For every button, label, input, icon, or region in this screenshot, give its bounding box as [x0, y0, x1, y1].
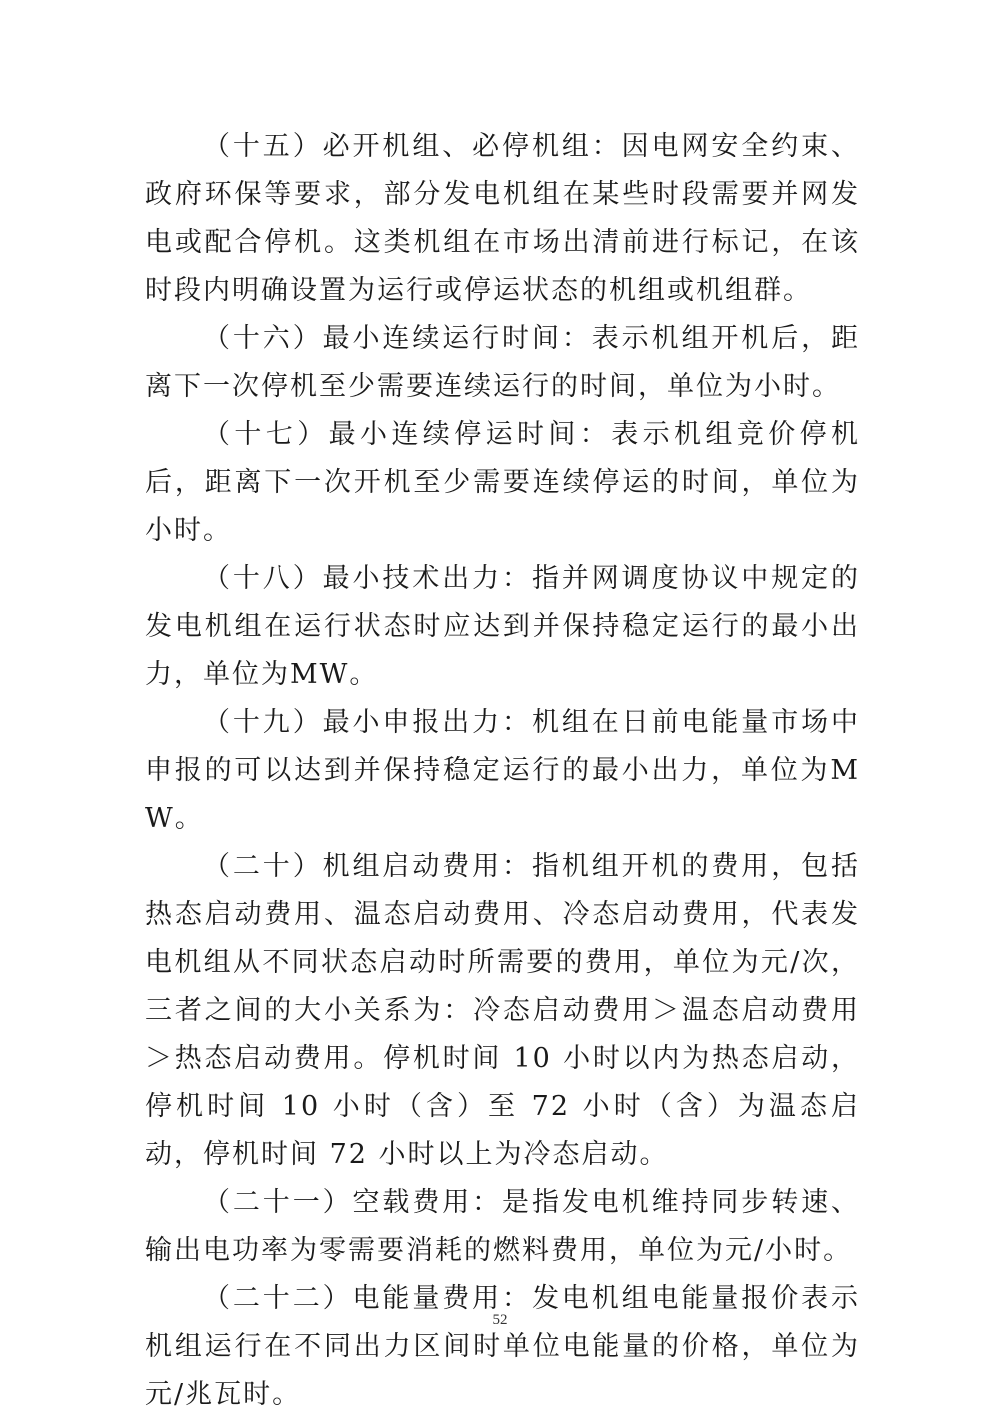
paragraph-item-20: （二十）机组启动费用：指机组开机的费用，包括热态启动费用、温态启动费用、冷态启动费用，代表发电机组从不同状态启动时所需要的费用，单位为元/次，三者之间的大小关系为：冷态启动费用＞温态启动费用＞热态启动费用。停机时间 10 小时以内为热态启动，停机时间 10 小时（含）至 72 小时（含）为温态启动，停机时间 72 小时以上为冷态启动。	[145, 851, 860, 1170]
paragraph-item-18: （十八）最小技术出力：指并网调度协议中规定的发电机组在运行状态时应达到并保持稳定运行的最小出力，单位为MW。	[145, 563, 860, 690]
paragraph-item-22: （二十二）电能量费用：发电机组电能量报价表示机组运行在不同出力区间时单位电能量的价格，单位为元/兆瓦时。	[145, 1283, 860, 1410]
paragraph-item-15: （十五）必开机组、必停机组：因电网安全约束、政府环保等要求，部分发电机组在某些时段需要并网发电或配合停机。这类机组在市场出清前进行标记，在该时段内明确设置为运行或停运状态的机组或机组群。	[145, 131, 860, 306]
paragraph-item-19: （十九）最小申报出力：机组在日前电能量市场中申报的可以达到并保持稳定运行的最小出力，单位为MW。	[145, 707, 860, 834]
page-number: 52	[492, 1312, 508, 1328]
body-text	[145, 123, 860, 1419]
paragraph-item-17: （十七）最小连续停运时间：表示机组竞价停机后，距离下一次开机至少需要连续停运的时间，单位为小时。	[145, 419, 860, 546]
paragraph-item-16: （十六）最小连续运行时间：表示机组开机后，距离下一次停机至少需要连续运行的时间，单位为小时。	[145, 323, 860, 402]
paragraph-item-21: （二十一）空载费用：是指发电机维持同步转速、输出电功率为零需要消耗的燃料费用，单位为元/小时。	[145, 1187, 860, 1266]
